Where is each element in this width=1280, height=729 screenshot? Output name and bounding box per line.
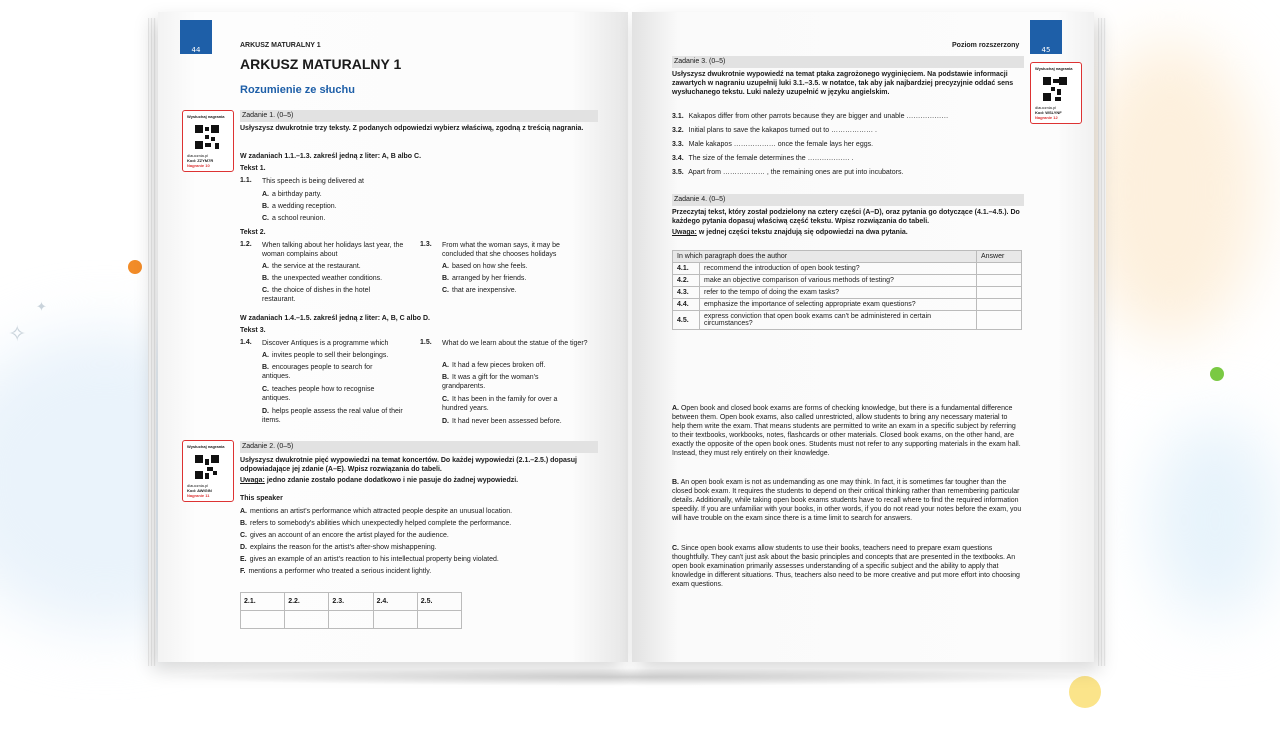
task-4-note: Uwaga: w jednej części tekstu znajdują się odpowiedzi na dwa pytania. [672, 229, 908, 236]
page-number-right [1030, 20, 1062, 54]
task-4-answer-table [672, 250, 1022, 330]
row-number: 4.2. [673, 275, 700, 287]
task-3-header: Zadanie 3. (0–5) [672, 56, 1024, 68]
table-header: In which paragraph does the author [673, 251, 977, 263]
table-header-answer: Answer [977, 251, 1022, 263]
table-header-cell: 2.1. [241, 593, 285, 611]
speaker-option: C. gives an account of an encore the artist played for the audience. [240, 532, 449, 539]
answer-option[interactable]: D. It had never been assessed before. [442, 418, 562, 425]
table-header-cell: 2.2. [285, 593, 329, 611]
answer-option[interactable]: B. encourages people to search for antiques. [262, 364, 373, 380]
table-header-cell: 2.4. [373, 593, 417, 611]
answer-option[interactable]: A. based on how she feels. [442, 263, 528, 270]
answer-cell[interactable] [373, 611, 417, 629]
table-header-cell: 2.5. [417, 593, 461, 611]
table-header-cell: 2.3. [329, 593, 373, 611]
row-question: make an objective comparison of various methods of testing? [700, 275, 977, 287]
task-4-header: Zadanie 4. (0–5) [672, 194, 1024, 206]
gap-item[interactable]: 3.4. The size of the female determines the ……………… . [672, 155, 854, 162]
running-header-left: ARKUSZ MATURALNY 1 [240, 42, 321, 49]
question-1-3: From what the woman says, it may be concluded that she chooses holidays [442, 242, 560, 258]
qr-code-icon [1043, 77, 1067, 101]
page-title: ARKUSZ MATURALNY 1 [240, 56, 402, 72]
qr-code-text: Kod: AWIGIN [187, 488, 212, 493]
task-1-subinstruction-2: W zadaniach 1.4.–1.5. zakreśl jedną z liter: A, B, C albo D. [240, 315, 430, 322]
speaker-option: F. mentions a performer who treated a serious incident lightly. [240, 568, 432, 575]
answer-option[interactable]: B. It was a gift for the woman's grandparents. [442, 374, 539, 390]
task-3-instruction: Usłyszysz dwukrotnie wypowiedź na temat ptaka zagrożonego wyginięciem. Na podstawie informacji zawartych w nagraniu uzupełnij luki 3.1.–3.5. w notatce, tak aby jak najbardziej precyzyjnie oddać sens wysłuchanego tekstu. Luki należy uzupełnić w języku angielskim. [672, 71, 1014, 96]
orange-dot-decoration [128, 260, 142, 274]
background-blob-right-lower [1150, 420, 1280, 620]
qr-label: Wysłuchaj nagrania [187, 114, 225, 119]
section-title: Rozumienie ze słuchu [240, 84, 355, 96]
qr-card-recording-12[interactable] [1030, 62, 1082, 124]
answer-option[interactable]: A. a birthday party. [262, 191, 322, 198]
task-2-instruction: Usłyszysz dwukrotnie pięć wypowiedzi na temat koncertów. Do każdej wypowiedzi (2.1.–2.5.) dopasuj odpowiadające jej zdanie (A–E). Wpisz rozwiązania do tabeli. [240, 457, 577, 473]
speaker-option: B. refers to somebody's abilities which unexpectedly helped complete the performance. [240, 520, 512, 527]
answer-option[interactable]: B. the unexpected weather conditions. [262, 275, 383, 282]
row-number: 4.3. [673, 287, 700, 299]
answer-option[interactable]: A. invites people to sell their belongings. [262, 352, 389, 359]
background-blob-right [1080, 40, 1260, 340]
answer-option[interactable]: A. It had a few pieces broken off. [442, 362, 546, 369]
question-1-2: When talking about her holidays last year, the woman complains about [262, 242, 404, 258]
task-1-header: Zadanie 1. (0–5) [240, 110, 598, 122]
text-1-label: Tekst 1. [240, 165, 266, 172]
row-number: 4.1. [673, 263, 700, 275]
qr-recording: Nagranie 11 [187, 493, 210, 498]
answer-cell[interactable] [977, 311, 1022, 330]
answer-option[interactable]: A. the service at the restaurant. [262, 263, 361, 270]
speaker-option: D. explains the reason for the artist's after-show mishappening. [240, 544, 437, 551]
answer-cell[interactable] [977, 299, 1022, 311]
row-question: recommend the introduction of open book testing? [700, 263, 977, 275]
qr-recording: Nagranie 10 [187, 163, 210, 168]
gap-item[interactable]: 3.5. Apart from ……………… , the remaining ones are put into incubators. [672, 169, 904, 176]
row-number: 4.4. [673, 299, 700, 311]
answer-option[interactable]: B. a wedding reception. [262, 203, 337, 210]
page-edge-right [1098, 18, 1106, 666]
sparkle-icon: ✧ [8, 322, 27, 347]
open-book [148, 12, 1106, 674]
answer-option[interactable]: C. the choice of dishes in the hotel restaurant. [262, 287, 371, 303]
task-1-subinstruction-1: W zadaniach 1.1.–1.3. zakreśl jedną z liter: A, B albo C. [240, 153, 422, 160]
running-header-right: Poziom rozszerzony [952, 42, 1020, 49]
question-number: 1.3. [420, 241, 432, 248]
qr-card-recording-10[interactable] [182, 110, 234, 172]
row-question: emphasize the importance of selecting appropriate exam questions? [700, 299, 977, 311]
table-row [673, 263, 1022, 275]
answer-cell[interactable] [977, 287, 1022, 299]
task-2-answer-table [240, 592, 462, 629]
answer-cell[interactable] [241, 611, 285, 629]
reading-paragraph-b: B. An open book exam is not as undemanding as one may think. In fact, it is sometimes far tougher than the closed book exam. It requires the students to depend on their critical thinking rather than remembering particular details. Additionally, while taking open book exams students have to recall where to find the required information speedily. If you are unfamiliar with your books, in other words, if you do not read your notes before the exam, you will have trouble on the exam since there is a time limit to search for answers. [672, 479, 1022, 522]
table-row [673, 311, 1022, 330]
qr-code-icon [195, 455, 219, 479]
task-2-lead: This speaker [240, 495, 283, 502]
table-row [673, 287, 1022, 299]
question-1-1: This speech is being delivered at [262, 178, 364, 185]
answer-option[interactable]: C. It has been in the family for over a hundred years. [442, 396, 558, 412]
row-question: refer to the tempo of doing the exam tasks? [700, 287, 977, 299]
qr-card-recording-11[interactable] [182, 440, 234, 502]
qr-code-icon [195, 125, 219, 149]
question-number: 1.1. [240, 177, 252, 184]
green-dot-decoration [1210, 367, 1224, 381]
question-number: 1.2. [240, 241, 252, 248]
qr-site: dlaucznia.pl [1035, 105, 1057, 110]
answer-option[interactable]: B. arranged by her friends. [442, 275, 527, 282]
table-row [673, 299, 1022, 311]
page-number-text: 44 [191, 46, 201, 54]
question-number: 1.5. [420, 339, 432, 346]
text-3-label: Tekst 3. [240, 327, 266, 334]
answer-cell[interactable] [329, 611, 373, 629]
left-page [158, 12, 628, 662]
qr-site: dlaucznia.pl [187, 153, 209, 158]
answer-cell[interactable] [285, 611, 329, 629]
qr-code-text: Kod: ZZYM7R [187, 158, 214, 163]
qr-recording: Nagranie 12 [1035, 115, 1058, 120]
qr-site: dlaucznia.pl [187, 483, 209, 488]
answer-option[interactable]: C. that are inexpensive. [442, 287, 517, 294]
answer-option[interactable]: C. a school reunion. [262, 215, 326, 222]
question-number: 1.4. [240, 339, 252, 346]
gap-item[interactable]: 3.3. Male kakapos ……………… once the female lays her eggs. [672, 141, 874, 148]
qr-code-text: Kod: WSLYNF [1035, 110, 1062, 115]
task-2-note: Uwaga: jedno zdanie zostało podane dodatkowo i nie pasuje do żadnej wypowiedzi. [240, 477, 519, 484]
answer-cell[interactable] [417, 611, 461, 629]
qr-label: Wysłuchaj nagrania [1035, 66, 1073, 71]
task-2-header: Zadanie 2. (0–5) [240, 441, 598, 453]
answer-cell[interactable] [977, 275, 1022, 287]
page-number-text: 45 [1041, 46, 1051, 54]
question-1-4: Discover Antiques is a programme which [262, 340, 389, 347]
task-1-instruction: Usłyszysz dwukrotnie trzy teksty. Z podanych odpowiedzi wybierz właściwą, zgodną z treścią nagrania. [240, 125, 584, 132]
page-number-left [180, 20, 212, 54]
sparkle-small-icon: ✦ [36, 300, 47, 315]
answer-option[interactable]: C. teaches people how to recognise antiques. [262, 386, 375, 402]
answer-option[interactable]: D. helps people assess the real value of their items. [262, 408, 403, 424]
speaker-option: A. mentions an artist's performance which attracted people despite an unusual location. [240, 508, 513, 515]
task-4-instruction: Przeczytaj tekst, który został podzielony na cztery części (A–D), oraz pytania go dotyczące (4.1.–4.5.). Do każdego pytania dopasuj właściwą część tekstu. Wpisz rozwiązania do tabeli. [672, 209, 1020, 225]
question-1-5: What do we learn about the statue of the tiger? [442, 340, 588, 347]
gap-item[interactable]: 3.2. Initial plans to save the kakapos turned out to ……………… . [672, 127, 877, 134]
row-question: express conviction that open book exams can't be administered in certain circumstances? [700, 311, 977, 330]
answer-cell[interactable] [977, 263, 1022, 275]
reading-paragraph-c: C. Since open book exams allow students to use their books, teachers need to prepare exam questions thoughtfully. They can't just ask about the basic principles and concepts that are presented in the textbooks. An open book examination primarily assesses understanding of a specific subject and the ability to apply that knowledge in different situations. Thus, teachers also need to be more creative and put more effort into choosing exam questions. [672, 545, 1020, 588]
table-row [673, 275, 1022, 287]
right-page [632, 12, 1094, 662]
row-number: 4.5. [673, 311, 700, 330]
qr-label: Wysłuchaj nagrania [187, 444, 225, 449]
text-2-label: Tekst 2. [240, 229, 266, 236]
gap-item[interactable]: 3.1. Kakapos differ from other parrots because they are bigger and unable ……………… [672, 113, 949, 120]
reading-paragraph-a: A. Open book and closed book exams are forms of checking knowledge, but there is a fundamental difference between them. Open book exams, also called unrestricted, allow students to bring any necessary material to help them write the exam. That means students are permitted to write an exam in a specific subject by referring to their textbooks, workbooks, notes, flashcards or other materials. Closed book exams, on the other hand, are exactly the opposite of the open book ones. Students must not refer to any supporting materials in the exam hall. Instead, they must rely entirely on their knowledge. [672, 405, 1021, 457]
page-edge-left [148, 18, 156, 666]
speaker-option: E. gives an example of an artist's reaction to his intellectual property being violated. [240, 556, 499, 563]
